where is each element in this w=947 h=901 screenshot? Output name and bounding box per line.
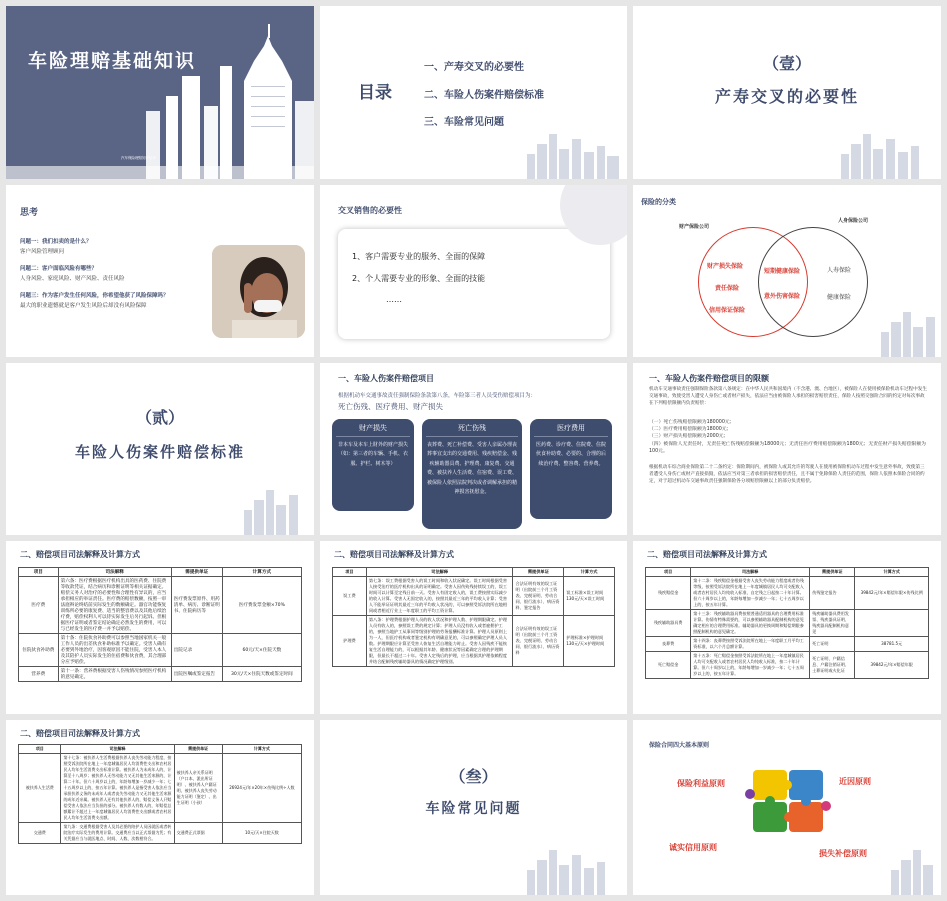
header-calc: 计算方式 <box>222 568 301 577</box>
header-law: 司法解释 <box>58 568 171 577</box>
table-wrapper <box>18 567 302 682</box>
puzzle-illustration <box>741 766 841 846</box>
limits-list <box>649 419 927 455</box>
cell-docs: 残疾辅助器具费用发票、残疾器具证明、残疾器具配制机构意见 <box>810 610 855 637</box>
card-property-loss <box>332 419 414 511</box>
cell-law: 第十五条：死亡赔偿金按照受诉法院所在地上一年度城镇居民人均可支配收入或者农村居民人均纯收入标准，按二十年计算。但六十周岁以上的，年龄每增加一岁减少一年；七十五周岁以上的，按五年计算。 <box>691 652 810 679</box>
header-law: 司法解释 <box>366 568 513 577</box>
slide-section-1[interactable] <box>633 6 941 179</box>
principle-good-faith: 诚实信用原则 <box>669 843 717 852</box>
table-row <box>333 577 615 616</box>
card-death-disability <box>422 419 522 529</box>
slide-title: 二、赔偿项目司法解释及计算方式 <box>334 550 454 559</box>
cell-law: 第十条：住院伙食补助费可以参照当地国家机关一般工作人员的出差伙食补助标准予以确定。受害人确有必要到外地治疗，因客观原因不能住院，受害人本人及其陪护人员实际发生的住宿费和伙食费，其合理部分应予赔偿。 <box>58 634 171 667</box>
cell-law: 第六条：医疗费根据医疗机构出具的医药费、住院费等收款凭证，结合病历和诊断证明等相关证据确定。赔偿义务人对治疗的必要性和合理性有异议的，应当承担相应的举证责任。医疗费的赔偿数额，按照一审法庭辩论终结前实际发生的数额确定。器官功能恢复训练所必要的康复费、适当的整容费以及其他后续治疗费，赔偿权利人可以待实际发生后另行起诉。但根据医疗证明或者鉴定结论确定必然发生的费用，可以与已经发生的医疗费一并予以赔偿。 <box>58 577 171 634</box>
cell-item: 住院伙食补助费 <box>19 634 59 667</box>
table-row <box>646 610 929 637</box>
cross-selling-item-1: 1、客户需要专业的服务、全面的保障 <box>352 252 486 261</box>
city-skyline-illustration <box>6 6 314 179</box>
intro-subtitle: 死亡伤残、医疗费用、财产损失 <box>338 402 443 411</box>
table-row <box>19 667 302 682</box>
cell-docs: 被扶养人亲关系证明（户口本、派出所证明）、被扶养人户籍证明、被扶养人丧失劳动能力证明（鉴定）、出生证明（小孩） <box>174 754 222 823</box>
cell-law: 第十七条：被扶养人生活费根据扶养人丧失劳动能力程度，按照受诉法院所在地上一年度城镇居民人均消费性支出和农村居民人均年生活消费支出标准计算。被扶养人为未成年人的，计算至十八周岁；被扶养人无劳动能力又无其他生活来源的，计算二十年。但六十周岁以上的，年龄每增加一岁减少一年；七十五周岁以上的，按五年计算。被扶养人是指受害人依法应当承担扶养义务的未成年人或者丧失劳动能力又无其他生活来源的成年近亲属。被扶养人还有其他扶养人的，赔偿义务人只赔偿受害人依法应当负担的部分。被扶养人有数人的，年赔偿总额累计不超过上一年度城镇居民人均消费性支出额或者农村居民人均年生活消费支出额。 <box>61 754 174 823</box>
toc-item-3: 三、车险常见问题 <box>424 117 504 128</box>
card-medical-costs <box>530 419 612 519</box>
limits-paragraph-2: 根据机动车综合商业保险第二十二条约定：保险期间内，被保险人或其允许的驾驶人在使用被保险机动车过程中发生意外事故，致使第三者遭受人身伤亡或财产直接损毁，依法应当对第三者承担的损害赔偿责任，且不属于免除保险人责任的范围，保险人依照本保险合同的约定，对于超过机动车交通事故责任强制保险各分项赔偿限额以上的部分负责赔偿。 <box>649 465 925 484</box>
toc-item-1: 一、产寿交叉的必要性 <box>424 62 524 73</box>
cross-selling-item-3: …… <box>386 295 402 304</box>
left-item-2: 责任保险 <box>715 285 740 292</box>
limit-item: （四）被保险人无责任时，无责任死亡伤残赔偿限额为18000元；无责任医疗费用赔偿限额为1800元；无责任财产损失赔偿限额为100元。 <box>649 441 926 454</box>
cross-selling-title: 交叉销售的必要性 <box>338 205 402 215</box>
cell-calc: 医疗费发票金额×70% <box>222 577 301 634</box>
cell-calc: 26924元/年×20年×伤残比例÷人数 <box>222 754 301 823</box>
slide-table-lost-wages[interactable] <box>320 541 627 714</box>
cell-law: 第十二条：残疾赔偿金根据受害人丧失劳动能力程度或者伤残等级，按照受诉法院所在地上一年度城镇居民人均可支配收入或者农村居民人均纯收入标准，自定残之日起按二十年计算。但六十周岁以上的，年龄每增加一岁减少一年；七十五周岁以上的，按五年计算。 <box>691 577 810 610</box>
answer-2: 人身风险、家庭风险、财产风险、责任风险 <box>20 276 125 282</box>
section-number: （叁） <box>449 767 498 786</box>
left-item-3: 信用保证保险 <box>709 307 746 314</box>
slide-section-2[interactable] <box>6 363 314 535</box>
cell-calc: 10元/天×住院天数 <box>222 823 301 844</box>
cell-docs: 出院医嘱或鉴定报告 <box>171 667 222 682</box>
classification-title: 保险的分类 <box>641 198 676 206</box>
card-title: 财产损失 <box>336 423 410 437</box>
slide-cross-selling[interactable] <box>320 185 627 357</box>
left-company-label: 财产保险公司 <box>679 224 710 230</box>
compensation-table <box>332 567 615 667</box>
city-decoration <box>831 840 941 895</box>
header-item: 项目 <box>19 568 59 577</box>
cell-calc: 60元/天×住院天数 <box>222 634 301 667</box>
principle-proximate-cause: 近因原则 <box>839 777 871 786</box>
card-desc: 医药费、诊疗费、住院费、住院伙食补助费、必要的、合理的后续治疗费、整容费、营养费。 <box>535 441 606 467</box>
table-row <box>19 577 302 634</box>
card-desc: 丧葬费、死亡补偿费、受害人亲属办理丧葬事宜支出的交通费用、残疾赔偿金、残疾辅助器具费、护理费、康复费、交通费、被扶养人生活费、住宿费、误工费、被保险人依照法院判决或者调解承担的精神损害抚慰金。 <box>426 441 517 495</box>
cell-law: 第十四条：丧葬费按照受诉法院所在地上一年度职工月平均工资标准，以六个月总额计算。 <box>691 637 810 652</box>
cell-docs: 交通费正式票据 <box>174 823 222 844</box>
question-1: 问题一：我们扣卖的是什么？ <box>20 239 92 245</box>
header-docs: 需提供单证 <box>513 568 564 577</box>
cell-law: 第十一条：营养费根据受害人伤残情况参照医疗机构的意见确定。 <box>58 667 171 682</box>
card-desc: 非本车及本车上財外的财产损失（如：第三者的车辆、手机、衣服、护栏、树木等） <box>337 441 408 467</box>
cell-docs: 伤残鉴定报告 <box>810 577 855 610</box>
cell-docs: 医疗费发票原件、用药清单、病历、诊断证明书、住院病历等 <box>171 577 222 634</box>
slide-table-dependents[interactable] <box>6 720 314 895</box>
cell-law: 第九条：交通费根据受害人及其必要的陪护人员因就医或者转院治疗实际发生的费用计算。交通费应当以正式票据为凭；有关凭据应当与就医地点、时间、人数、次数相符合。 <box>61 823 174 844</box>
compensation-table <box>18 567 302 682</box>
cross-selling-item-2: 2、个人需要专业的形象、全面的技能 <box>352 274 486 283</box>
cell-item: 误工费 <box>333 577 367 616</box>
compensation-table <box>18 744 302 844</box>
card-title: 死亡伤残 <box>426 423 518 437</box>
slide-section-3[interactable] <box>320 720 627 895</box>
table-row <box>19 754 302 823</box>
section-number: （贰） <box>135 408 184 427</box>
city-decoration <box>517 840 627 895</box>
header-item: 项目 <box>333 568 367 577</box>
cell-docs: 死亡证明、户籍信息、户籍注销证明、土葬证明或火化证 <box>810 652 855 679</box>
slide-title: 二、赔偿项目司法解释及计算方式 <box>647 550 767 559</box>
limit-item: （二）医疗费用赔偿限额为18000元； <box>649 427 732 433</box>
header-calc: 计算方式 <box>855 568 929 577</box>
table-row <box>333 616 615 667</box>
header-item: 项目 <box>646 568 691 577</box>
limits-paragraph-1: 机动车交通事故责任强制保险条款第八条规定：在中华人民共和国境内（不含港、澳、台地区），被保险人在使用被保险机动车过程中发生交通事故，致使受害人遭受人身伤亡或者财产损失，依法应当由被保险人承担的损害赔偿责任，保险人按照交强险合同的约定对每次事故在下列赔偿限额内负责赔偿： <box>649 387 927 406</box>
question-3: 问题三：作为客户发生任何风险，你希望他获了风险保障吗？ <box>20 293 169 299</box>
question-2: 问题二：客户面临风险有哪些？ <box>20 266 98 272</box>
card-title: 医疗费用 <box>534 423 608 437</box>
city-decoration <box>517 124 627 179</box>
slide-four-principles[interactable] <box>633 720 941 895</box>
left-item-1: 财产损失保险 <box>707 263 744 270</box>
cell-calc: 误工标准×误工时间 130元/天×误工时间 <box>564 577 615 616</box>
slide-compensation-limits[interactable] <box>633 363 941 535</box>
cover-subtitle: 汽车保险理赔知识培训 <box>121 156 156 160</box>
principle-insurable-interest: 保险利益原则 <box>677 779 725 788</box>
section-title: 产寿交叉的必要性 <box>714 87 859 106</box>
header-law: 司法解释 <box>691 568 810 577</box>
cell-item: 医疗费 <box>19 577 59 634</box>
slide-table-medical[interactable] <box>6 541 314 714</box>
slide-toc[interactable] <box>320 6 627 179</box>
cell-docs: 合法证明有效的误工证明（出院前三个月工资表、完税证明、劳动合同、银行流水）、病历资料 <box>513 616 564 667</box>
photo-woman-mask <box>212 245 305 338</box>
cell-calc <box>855 610 929 637</box>
cell-item: 残疾辅助器具费 <box>646 610 691 637</box>
city-decoration <box>204 480 314 535</box>
mid-item-1: 短期健康保险 <box>764 268 801 275</box>
principles-title: 保险合同四大基本原则 <box>649 742 710 749</box>
toc-item-2: 二、车险人伤案件赔偿标准 <box>424 90 544 101</box>
cell-calc: 39842元/年×赔偿年限 <box>855 652 929 679</box>
slide-table-disability[interactable] <box>633 541 941 714</box>
table-wrapper <box>18 744 302 844</box>
right-item-2: 健康保险 <box>827 294 852 301</box>
table-row <box>19 823 302 844</box>
cell-law: 第十三条：残疾辅助器具费按照普通适用器具的合理费用标准计算。伤情有特殊需要的，可以参照辅助器具配制机构的意见确定相应的合理费用标准。辅助器具的更换周期和赔偿期限参照配制机构的意见确定。 <box>691 610 810 637</box>
cell-item: 丧葬费 <box>646 637 691 652</box>
cell-law: 第七条：误工费根据受害人的误工时间和收入状况确定。误工时间根据受害人接受治疗的医疗机构出具的证明确定。受害人因伤致残持续误工的，误工时间可以计算至定残日前一天。受害人有固定收入的，误工费按照实际减少的收入计算。受害人无固定收入的，按照其最近三年的平均收入计算；受害人不能举证证明其最近三年的平均收入状况的，可以参照受诉法院所在地相同或者相近行业上一年度职工的平均工资计算。 <box>366 577 513 616</box>
city-decoration <box>831 302 941 357</box>
cell-calc: 38781.5元 <box>855 637 929 652</box>
table-row <box>646 637 929 652</box>
slide-compensation-items[interactable] <box>320 363 627 535</box>
question-list <box>20 237 210 309</box>
cell-docs: 出院记录 <box>171 634 222 667</box>
slide-cover[interactable] <box>6 6 314 179</box>
cell-item: 营养费 <box>19 667 59 682</box>
cross-selling-box <box>338 229 610 339</box>
section-title: 车险常见问题 <box>425 801 522 817</box>
principle-indemnity: 损失补偿原则 <box>819 849 867 858</box>
mid-item-2: 意外伤害保险 <box>764 293 801 300</box>
cover-title: 车险理赔基础知识 <box>28 50 197 72</box>
cell-item: 护理费 <box>333 616 367 667</box>
header-docs: 需提供单证 <box>174 745 222 754</box>
limit-item: （三）财产损失赔偿限额为2000元； <box>649 434 729 440</box>
cell-item: 交通费 <box>19 823 61 844</box>
cell-law: 第八条：护理费根据护理人员的收入状况和护理人数、护理期限确定。护理人员有收入的，参照误工费的规定计算；护理人员没有收入或者雇佣护工的，参照当地护工从事同等级别护理的劳务报酬标准计算。护理人员原则上为一人，但医疗机构或者鉴定机构有明确意见的，可以参照确定护理人员人数。护理期限应计算至受害人恢复生活自理能力时止。受害人因残疾不能恢复生活自理能力的，可以根据其年龄、健康状况等因素确定合理的护理期限，但最长不超过二十年。受害人定残后的护理，应当根据其护理依赖程度并结合配制残疾辅助器具的情况确定护理级别。 <box>366 616 513 667</box>
slide-insurance-classification[interactable] <box>633 185 941 357</box>
cell-docs: 合法证明有效的误工证明（出院前三个月工资表、完税证明、劳动合同、银行流水）、病历资料、鉴定报告 <box>513 577 564 616</box>
table-row <box>19 634 302 667</box>
slide-title: 二、赔偿项目司法解释及计算方式 <box>20 729 140 738</box>
answer-3: 最大的职业遗憾就是客户发生风险后却没有风险保障 <box>20 303 147 309</box>
header-docs: 需提供单证 <box>171 568 222 577</box>
header-calc: 计算方式 <box>222 745 301 754</box>
slide-title: 一、车险人伤案件赔偿项目 <box>338 374 434 383</box>
slide-title: 二、赔偿项目司法解释及计算方式 <box>20 550 140 559</box>
slide-thinking[interactable] <box>6 185 314 357</box>
slide-title: 一、车险人伤案件赔偿项目的限额 <box>649 374 769 383</box>
table-wrapper <box>645 567 929 679</box>
header-docs: 需提供单证 <box>810 568 855 577</box>
section-number: （壹） <box>762 54 811 73</box>
toc-label: 目录 <box>358 83 392 103</box>
compensation-table <box>645 567 929 679</box>
header-law: 司法解释 <box>61 745 174 754</box>
right-company-label: 人身保险公司 <box>838 218 869 224</box>
cell-item: 死亡赔偿金 <box>646 652 691 679</box>
cell-calc: 30元/天×住院天数或鉴定时间 <box>222 667 301 682</box>
cell-docs: 死亡证明 <box>810 637 855 652</box>
intro-text: 根据机动车交通事故责任强制保险条款第八条，车险第三者人员受伤赔偿项目为： <box>338 393 537 399</box>
answer-1: 客户风险管理顾问 <box>20 249 65 255</box>
limit-item: （一）死亡伤残赔偿限额为180000元； <box>649 420 735 425</box>
table-wrapper <box>332 567 615 667</box>
header-item: 项目 <box>19 745 61 754</box>
right-item-1: 人寿保险 <box>827 267 852 274</box>
cell-item: 残疾赔偿金 <box>646 577 691 610</box>
section-title: 车险人伤案件赔偿标准 <box>74 443 245 461</box>
thinking-title: 思考 <box>20 208 39 218</box>
table-row <box>646 577 929 610</box>
cell-item: 被扶养人生活费 <box>19 754 61 823</box>
city-decoration <box>831 124 941 179</box>
cell-calc: 护理标准×护理时间 130元/天×护理时间 <box>564 616 615 667</box>
header-calc: 计算方式 <box>564 568 615 577</box>
table-row <box>646 652 929 679</box>
cell-calc: 39842元/年×赔偿年限×伤残比例 <box>855 577 929 610</box>
